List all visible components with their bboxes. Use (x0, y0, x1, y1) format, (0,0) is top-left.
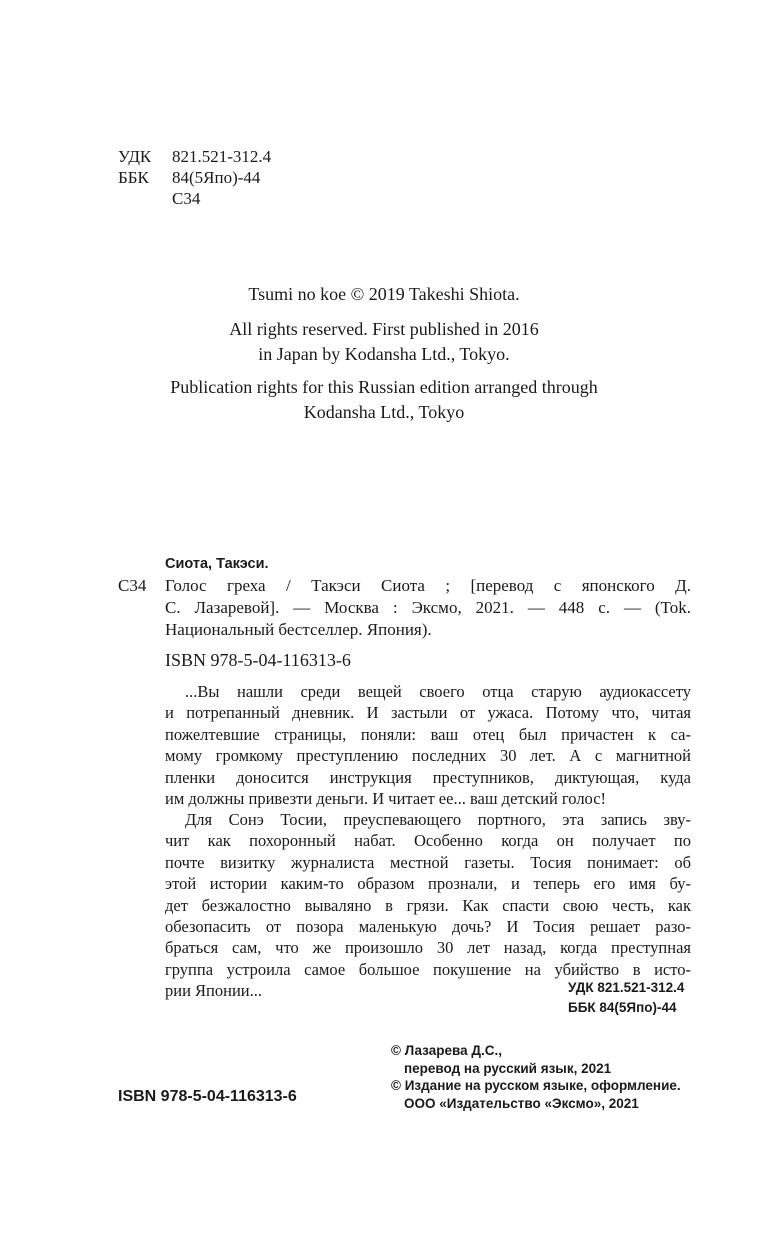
bbk-value: 84(5Япо)-44 (172, 168, 261, 187)
annotation-line: чит как похоронный набат. Особенно когда он получает по (165, 831, 691, 851)
annotation-line: рии Японии... (165, 981, 262, 1001)
footer-copyright-edition-line1: © Издание на русском языке, оформление. (391, 1078, 681, 1093)
bib-line: С. Лазаревой]. — Москва : Эксмо, 2021. — 448 с. — (Tok. (165, 598, 691, 617)
publication-rights-line1: Publication rights for this Russian edition arranged through (170, 377, 598, 397)
annotation-line: Для Сонэ Тосии, преуспевающего портного, эта запись зву- (185, 810, 691, 829)
annotation-paragraph-2 (165, 809, 691, 1002)
author-mark-row (118, 188, 200, 209)
annotation-line: пожелтевшие страницы, поняли: ваш отец был причастен к са- (165, 724, 691, 744)
annotation-line: ...Вы нашли среди вещей своего отца старую аудиокассету (185, 682, 691, 701)
annotation-line: пленки доносится инструкция преступников, диктующая, куда (165, 767, 691, 787)
bbk-label: ББК (118, 168, 149, 187)
bib-author: Сиота, Такэси. (165, 556, 269, 572)
bbk-row (118, 167, 260, 188)
annotation-line: группа устроила самое большое покушение на убийство в исто- (165, 959, 691, 979)
annotation-line: почте визитку журналиста местной газеты. Тосия понимает: об (165, 852, 691, 872)
annotation-line: мому громкому преступлению последних 30 лет. А с магнитной (165, 746, 691, 766)
footer-copyright-translation-line2: перевод на русский язык, 2021 (404, 1061, 612, 1076)
footer-copyright-translation-line1: © Лазарева Д.С., (391, 1043, 502, 1058)
annotation-line: дет безжалостно вываляно в грязи. Как спасти свою честь, как (165, 895, 691, 915)
bib-line: Национальный бестселлер. Япония). (165, 620, 432, 639)
copyright-line: Tsumi no koe © 2019 Takeshi Shiota. (248, 284, 520, 304)
footer-copyright-edition-line2: ООО «Издательство «Эксмо», 2021 (404, 1096, 639, 1111)
rights-reserved-line1: All rights reserved. First published in 2016 (229, 319, 539, 339)
publication-rights-line2: Kodansha Ltd., Tokyo (303, 402, 465, 422)
annotation-line: этой истории каким-то образом прознали, и теперь его имя бу- (165, 874, 691, 894)
author-mark: С34 (172, 189, 201, 208)
annotation-line: и потрепанный дневник. И застыли от ужаса. Потому что, читая (165, 703, 691, 723)
annotation-line: обезопасить от позора маленькую дочь? И Тосия решает разо- (165, 917, 691, 937)
footer-bbk: ББК 84(5Япо)-44 (568, 1000, 677, 1015)
annotation-line: им должны привезти деньги. И читает ее... ваш детский голос! (165, 789, 607, 809)
bib-line: Голос греха / Такэси Сиота ; [перевод с японского Д. (165, 576, 691, 595)
bib-mark: С34 (118, 576, 147, 595)
rights-reserved-line2: in Japan by Kodansha Ltd., Tokyo. (258, 344, 510, 364)
bib-description (165, 575, 691, 641)
annotation-line: браться сам, что же произошло 30 лет назад, когда преступная (165, 938, 691, 958)
footer-isbn: ISBN 978-5-04-116313-6 (118, 1088, 297, 1105)
bib-isbn: ISBN 978-5-04-116313-6 (165, 650, 351, 670)
udk-row (118, 146, 271, 167)
footer-udk: УДК 821.521-312.4 (568, 980, 685, 995)
udk-value: 821.521-312.4 (172, 147, 272, 166)
udk-label: УДК (118, 147, 152, 166)
annotation-paragraph-1 (165, 681, 691, 809)
